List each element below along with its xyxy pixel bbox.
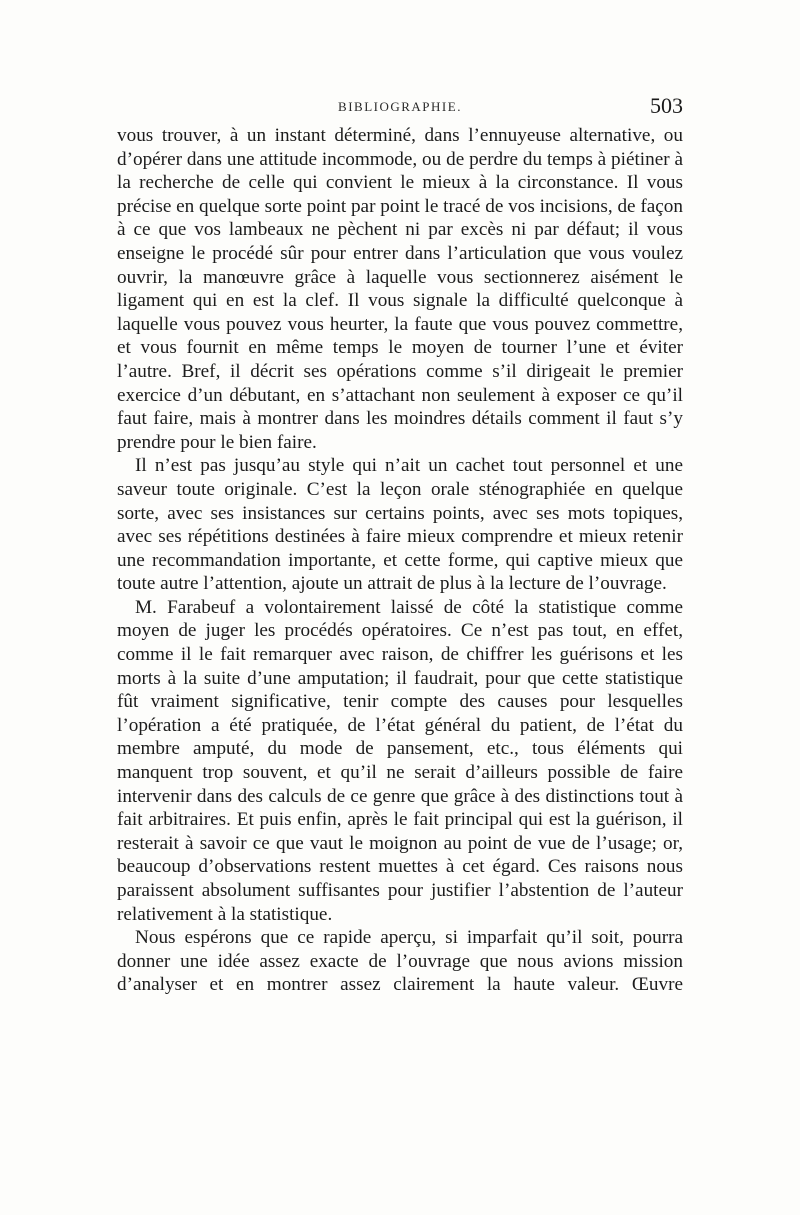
paragraph-continuation: vous trouver, à un instant déterminé, dans l’ennuyeuse alternative, ou d’opérer dans une attitude incommode, ou de perdre du temps à piétiner à la recherche de celle qui convient le mieux à la circonstance. Il vous précise en quelque sorte point par point le tracé de vos incisions, de façon à ce que vos lambeaux ne pèchent ni par excès ni par défaut; il vous enseigne le procédé sûr pour entrer dans l’articulation que vous voulez ouvrir, la manœuvre grâce à laquelle vous sectionnerez aisément le ligament qui en est la clef. Il vous signale la difficulté quelconque à laquelle vous pouvez vous heurter, la faute que vous pouvez commettre, et vous fournit en même temps le moyen de tourner l’une et éviter l’autre. Bref, il décrit ses opérations comme s’il dirigeait le premier exercice d’un débutant, en s’attachant non seulement à exposer ce qu’il faut faire, mais à montrer dans les moindres détails comment il faut s’y prendre pour le bien faire. (117, 125, 683, 453)
running-head (117, 93, 683, 123)
body-text (117, 124, 683, 997)
page-number: 503 (650, 93, 683, 118)
paragraph-style: Il n’est pas jusqu’au style qui n’ait un cachet tout personnel et une saveur toute originale. C’est la leçon orale sténographiée en quelque sorte, avec ses insistances sur certains points, avec ses mots topiques, avec ses répétitions destinées à faire mieux comprendre et mieux retenir une recommandation importante, et cette forme, qui captive mieux que toute autre l’attention, ajoute un attrait de plus à la lecture de l’ouvrage. (117, 455, 683, 595)
paragraph-statistics: M. Farabeuf a volontairement laissé de côté la statistique comme moyen de juger les procédés opératoires. Ce n’est pas tout, en effet, comme il le fait remarquer avec raison, de chiffrer les guérisons et les morts à la suite d’une amputation; il faudrait, pour que cette statistique fût vraiment significative, tenir compte des causes pour lesquelles l’opération a été pratiquée, de l’état général du patient, de l’état du membre amputé, du mode de pansement, etc., tous éléments qui manquent trop souvent, et qu’il ne serait d’ailleurs possible de faire intervenir dans des calculs de ce genre que grâce à des distinctions tout à fait arbitraires. Et puis enfin, après le fait principal qui est la guérison, il resterait à savoir ce que vaut le moignon au point de vue de l’usage; or, beaucoup d’observations restent muettes à cet égard. Ces raisons nous paraissent absolument suffisantes pour justifier l’abstention de l’auteur relativement à la statistique. (117, 596, 683, 925)
paragraph-conclusion: Nous espérons que ce rapide aperçu, si imparfait qu’il soit, pourra donner une idée assez exacte de l’ouvrage que nous avions mission d’analyser et en montrer assez clairement la haute valeur. Œuvre (117, 927, 683, 996)
running-title: BIBLIOGRAPHIE. (338, 99, 462, 114)
